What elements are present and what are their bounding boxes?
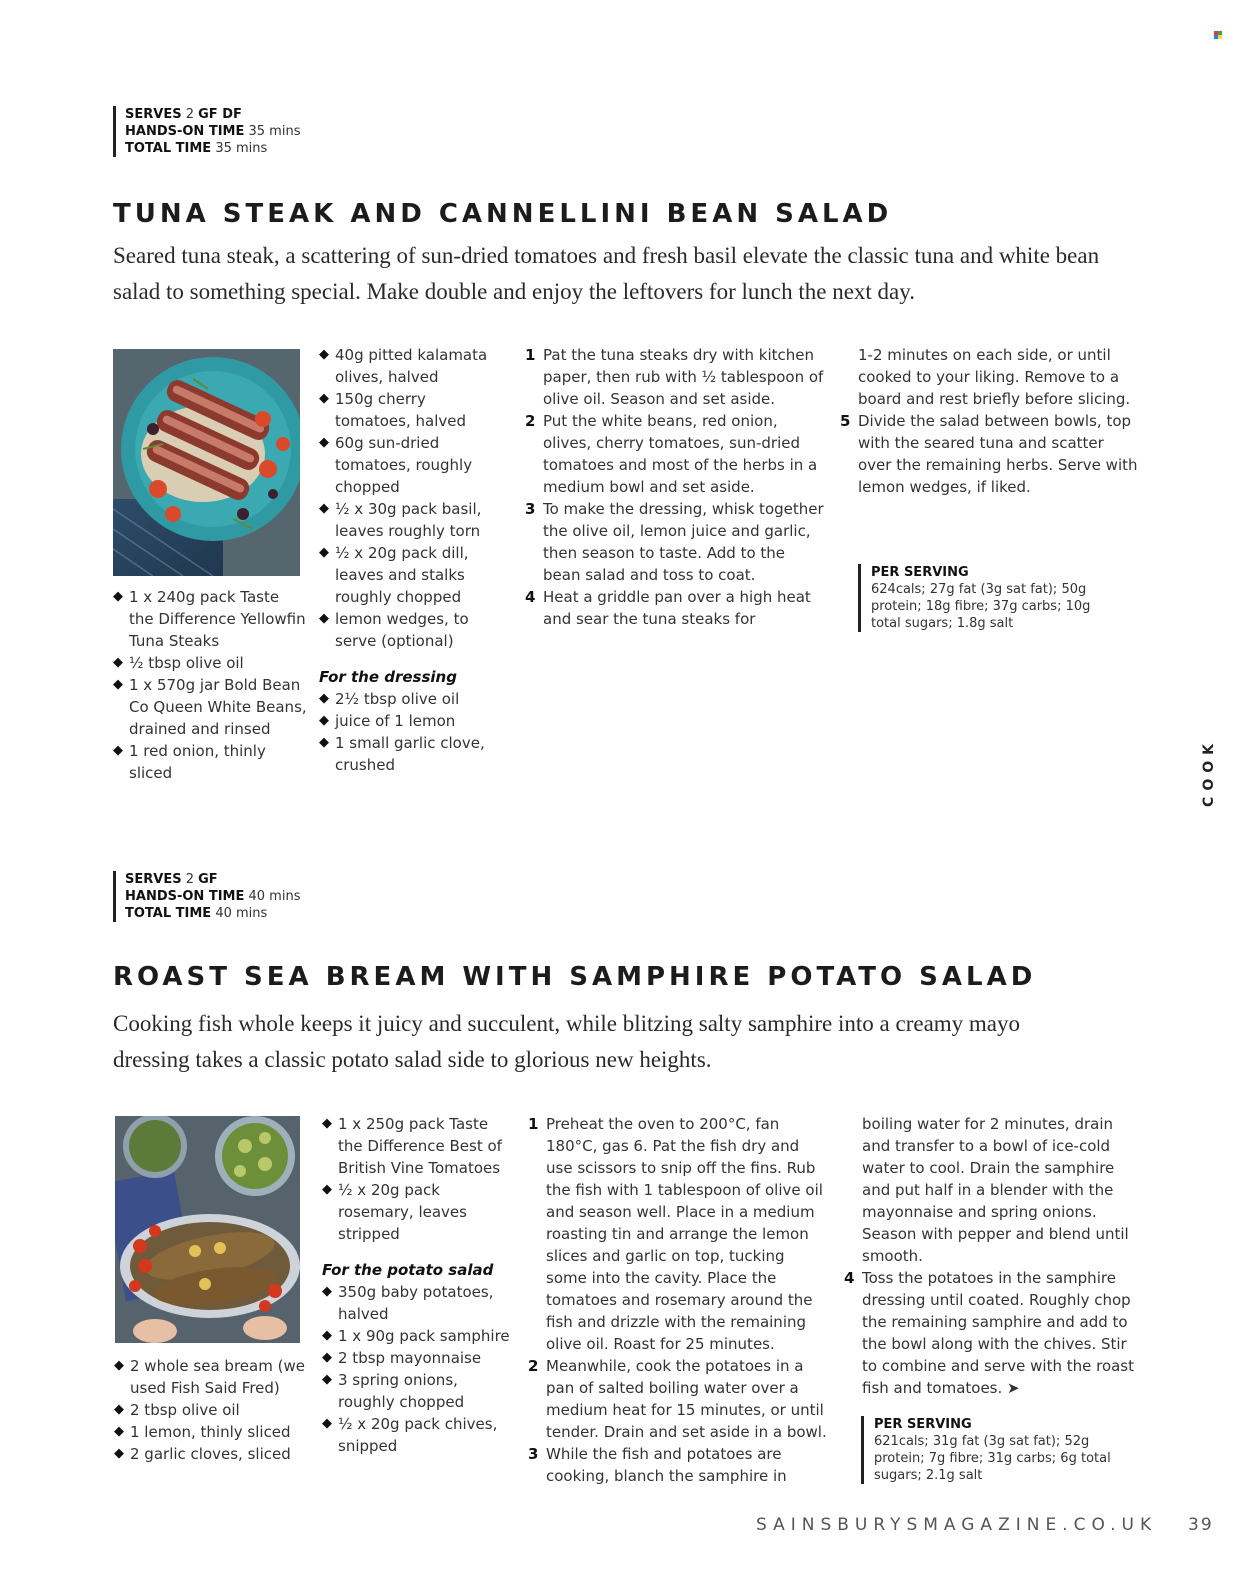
- bullet-diamond-icon: ◆: [114, 1424, 124, 1439]
- ingredient-item: ◆ 350g baby potatoes, halved: [322, 1283, 494, 1323]
- ingredient-item: ◆ juice of 1 lemon: [319, 712, 456, 730]
- serves-value: 2: [185, 107, 194, 122]
- ingredient-item: ◆ ½ x 20g pack chives, snipped: [322, 1415, 498, 1455]
- section-tab-cook: COOK: [1201, 738, 1217, 807]
- bullet-diamond-icon: ◆: [319, 735, 329, 750]
- ingredient-item: ◆ 1 red onion, thinly sliced: [113, 742, 266, 782]
- recipe2-ingredients-col1: [114, 1355, 309, 1465]
- bullet-diamond-icon: ◆: [114, 1446, 124, 1461]
- ingredient-item: ◆ 2 tbsp olive oil: [114, 1401, 240, 1419]
- ingredient-item: ◆ 1 x 570g jar Bold Bean Co Queen White Beans, drained and rinsed: [113, 676, 307, 738]
- ingredient-item: ◆ 2 whole sea bream (we used Fish Said Fred): [114, 1357, 305, 1397]
- recipe2-intro: Cooking fish whole keeps it juicy and succulent, while blitzing salty samphire into a creamy mayo dressing takes a classic potato salad side to glorious new heights.: [113, 1011, 1021, 1072]
- method-step: 4 Heat a griddle pan over a high heat and sear the tuna steaks for: [525, 588, 811, 628]
- method-step: 2 Meanwhile, cook the potatoes in a pan of salted boiling water over a medium heat for 15 minutes, or until tender. Drain and set aside in a bowl.: [528, 1357, 827, 1441]
- diet-tags: GF DF: [198, 107, 242, 122]
- method-step: 3 To make the dressing, whisk together the olive oil, lemon juice and garlic, then season to taste. Add to the bean salad and toss to coat.: [525, 500, 824, 584]
- recipe1-method-col1: [525, 344, 825, 630]
- method-step: 1 Preheat the oven to 200°C, fan 180°C, gas 6. Pat the fish dry and use scissors to snip off the fins. Rub the fish with 1 tablespoon of olive oil and season well. Place in a medium roasting tin and arrange the lemon slices and garlic on top, tucking some into the cavity. Place the tomatoes and rosemary around the fish and drizzle with the remaining olive oil. Roast for 25 minutes.: [528, 1115, 823, 1353]
- bullet-diamond-icon: ◆: [322, 1116, 332, 1131]
- handson-value: 40 mins: [248, 889, 301, 904]
- page-number: 39: [1188, 1515, 1214, 1535]
- recipe1-method-col2: [840, 344, 1140, 498]
- total-label: TOTAL TIME: [125, 141, 212, 156]
- total-label: TOTAL TIME: [125, 906, 212, 921]
- bullet-diamond-icon: ◆: [113, 589, 123, 604]
- bullet-diamond-icon: ◆: [322, 1328, 332, 1343]
- bullet-diamond-icon: ◆: [319, 713, 329, 728]
- bullet-diamond-icon: ◆: [319, 611, 329, 626]
- recipe2-method-col2: [844, 1113, 1144, 1399]
- method-step: 4 Toss the potatoes in the samphire dressing until coated. Roughly chop the remaining samphire and add to the bowl along with the chives. Stir to combine and serve with the roast fish and tomatoes. ➤: [844, 1269, 1135, 1397]
- serves-value: 2: [185, 872, 194, 887]
- ingredient-item: ◆ ½ x 30g pack basil, leaves roughly torn: [319, 500, 482, 540]
- recipe2-meta: [113, 871, 300, 922]
- bullet-diamond-icon: ◆: [319, 435, 329, 450]
- bullet-diamond-icon: ◆: [319, 347, 329, 362]
- color-registration-mark: [1214, 31, 1222, 39]
- recipe2-method-col1: [528, 1113, 828, 1487]
- bullet-diamond-icon: ◆: [319, 545, 329, 560]
- per-serving-label: PER SERVING: [871, 565, 969, 580]
- total-value: 35 mins: [215, 141, 268, 156]
- recipe2-per-serving: [861, 1416, 1124, 1484]
- method-continuation: 1-2 minutes on each side, or until cooked to your liking. Remove to a board and rest briefly before slicing.: [858, 346, 1131, 408]
- bullet-diamond-icon: ◆: [319, 391, 329, 406]
- ingredient-item: ◆ lemon wedges, to serve (optional): [319, 610, 469, 650]
- method-continuation: boiling water for 2 minutes, drain and transfer to a bowl of ice-cold water to cool. Drain the samphire and put half in a blender with the mayonnaise and spring onions. Season with pepper and blend until smooth.: [862, 1115, 1129, 1265]
- ingredient-item: ◆ 1 x 250g pack Taste the Difference Best of British Vine Tomatoes: [322, 1115, 502, 1177]
- ingredient-item: ◆ 1 small garlic clove, crushed: [319, 734, 485, 774]
- dressing-heading: For the dressing: [319, 668, 457, 686]
- ingredient-item: ◆ 1 x 240g pack Taste the Difference Yellowfin Tuna Steaks: [113, 588, 306, 650]
- recipe1-intro: Seared tuna steak, a scattering of sun-dried tomatoes and fresh basil elevate the classic tuna and white bean salad to something special. Make double and enjoy the leftovers for lunch the next day.: [113, 243, 1100, 304]
- potato-salad-heading: For the potato salad: [322, 1261, 494, 1279]
- ingredient-item: ◆ 3 spring onions, roughly chopped: [322, 1371, 465, 1411]
- bullet-diamond-icon: ◆: [319, 691, 329, 706]
- per-serving-values: 624cals; 27g fat (3g sat fat); 50g protein; 18g fibre; 37g carbs; 10g total sugars; 1.8g salt: [871, 582, 1091, 631]
- bullet-diamond-icon: ◆: [113, 677, 123, 692]
- handson-label: HANDS-ON TIME: [125, 889, 245, 904]
- method-step: 5 Divide the salad between bowls, top with the seared tuna and scatter over the remaining herbs. Serve with lemon wedges, if liked.: [840, 412, 1138, 496]
- serves-label: SERVES: [125, 872, 182, 887]
- bullet-diamond-icon: ◆: [113, 655, 123, 670]
- bullet-diamond-icon: ◆: [322, 1372, 332, 1387]
- diet-tags: GF: [198, 872, 218, 887]
- bullet-diamond-icon: ◆: [322, 1284, 332, 1299]
- method-step: 3 While the fish and potatoes are cooking, blanch the samphire in: [528, 1445, 787, 1485]
- ingredient-item: ◆ 150g cherry tomatoes, halved: [319, 390, 466, 430]
- total-value: 40 mins: [215, 906, 268, 921]
- method-step: 2 Put the white beans, red onion, olives, cherry tomatoes, sun-dried tomatoes and most of the herbs in a medium bowl and set aside.: [525, 412, 818, 496]
- ingredient-item: ◆ 2 garlic cloves, sliced: [114, 1445, 291, 1463]
- per-serving-label: PER SERVING: [874, 1417, 972, 1432]
- ingredient-item: ◆ 1 lemon, thinly sliced: [114, 1423, 291, 1441]
- recipe1-ingredients-col2: [319, 344, 504, 776]
- ingredient-item: ◆ 40g pitted kalamata olives, halved: [319, 346, 488, 386]
- bullet-diamond-icon: ◆: [322, 1182, 332, 1197]
- bullet-diamond-icon: ◆: [319, 501, 329, 516]
- per-serving-values: 621cals; 31g fat (3g sat fat); 52g protein; 7g fibre; 31g carbs; 6g total sugars; 2.1g salt: [874, 1434, 1111, 1483]
- recipe2-ingredients-col2: [322, 1113, 512, 1457]
- ingredient-item: ◆ ½ tbsp olive oil: [113, 654, 244, 672]
- ingredient-item: ◆ 1 x 90g pack samphire: [322, 1327, 510, 1345]
- handson-label: HANDS-ON TIME: [125, 124, 245, 139]
- method-step: 1 Pat the tuna steaks dry with kitchen paper, then rub with ½ tablespoon of olive oil. Season and set aside.: [525, 346, 824, 408]
- ingredient-item: ◆ 60g sun-dried tomatoes, roughly chopped: [319, 434, 473, 496]
- serves-label: SERVES: [125, 107, 182, 122]
- recipe2-title: ROAST SEA BREAM WITH SAMPHIRE POTATO SALAD: [113, 962, 1037, 992]
- ingredient-item: ◆ 2½ tbsp olive oil: [319, 690, 460, 708]
- handson-value: 35 mins: [248, 124, 301, 139]
- recipe1-ingredients-col1: [113, 586, 308, 784]
- ingredient-item: ◆ 2 tbsp mayonnaise: [322, 1349, 482, 1367]
- bullet-diamond-icon: ◆: [322, 1350, 332, 1365]
- footer-website: SAINSBURYSMAGAZINE.CO.UK: [756, 1515, 1158, 1535]
- bullet-diamond-icon: ◆: [114, 1358, 124, 1373]
- ingredient-item: ◆ ½ x 20g pack dill, leaves and stalks roughly chopped: [319, 544, 469, 606]
- bullet-diamond-icon: ◆: [113, 743, 123, 758]
- recipe1-per-serving: [858, 564, 1121, 632]
- ingredient-item: ◆ ½ x 20g pack rosemary, leaves stripped: [322, 1181, 467, 1243]
- bullet-diamond-icon: ◆: [114, 1402, 124, 1417]
- bullet-diamond-icon: ◆: [322, 1416, 332, 1431]
- tuna-salad-photo: [113, 349, 300, 576]
- sea-bream-photo: [115, 1116, 300, 1343]
- recipe1-title: TUNA STEAK AND CANNELLINI BEAN SALAD: [113, 199, 893, 229]
- recipe1-meta: [113, 106, 300, 157]
